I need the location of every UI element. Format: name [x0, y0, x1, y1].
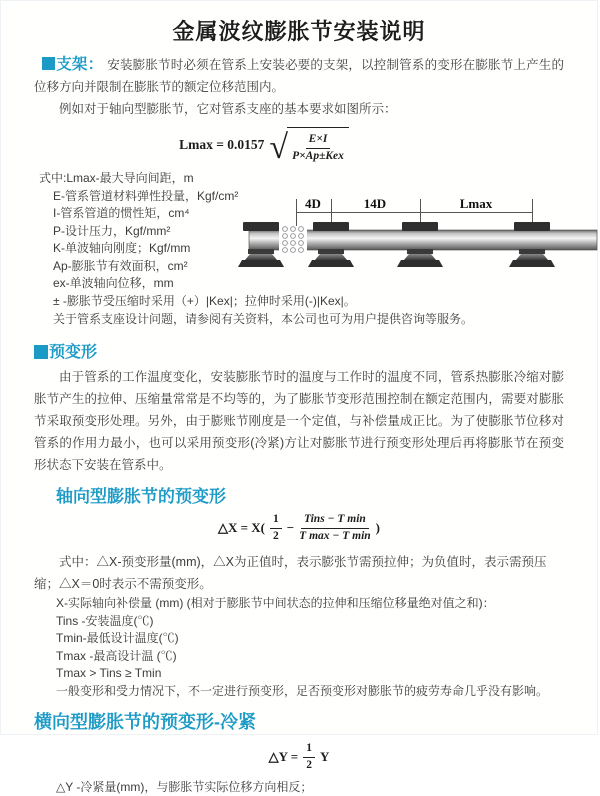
sqrt-radical-icon: √	[269, 128, 289, 166]
one-half-fraction	[303, 742, 315, 773]
axial-formula-rhs: )	[375, 520, 381, 535]
bellows-expansion-joint	[279, 226, 307, 254]
lateral-formula-rhs: Y	[319, 749, 330, 764]
dim-label-4d: 4D	[305, 196, 321, 211]
half-denominator: 2	[273, 529, 279, 542]
section-square-icon	[34, 345, 48, 359]
predeform-paragraph: 由于管系的工作温度变化，安装膨胀节时的温度与工作时的温度不同，管系热膨胀冷缩对膨胀节产生的拉伸、压缩量常常是不均等的，为了膨胀节变形范围控制在额定范围内，需要对膨胀节采取预变形处理。另外，由于膨账节刚度是一个定值，与补偿量成正比。为了使膨胀节位移对管系的作用力最小，也可以采用预变形(冷紧)方让对膨胀节进行预变形处理后再将膨胀节在预变形状态下安装在管系中。	[34, 370, 564, 472]
lmax-fraction-denominator: P×Ap±Kex	[292, 149, 344, 162]
definition-line: ± -膨胀节受压缩时采用（+）|Kex|；拉伸时采用(-)|Kex|。	[53, 293, 356, 308]
definition-line: 式中:Lmax-最大导向间距，m	[39, 171, 194, 185]
half-numerator: 1	[270, 513, 282, 529]
support-intro-paragraph	[34, 54, 564, 98]
dim-label-14d: 14D	[363, 196, 387, 211]
axial-explain-paragraph: 式中：△X-预变形量(mm)，△X为正值时，表示膨张节需预拉伸；为负值时，表示需预压缩；△X＝0时表示不需预变形。	[34, 555, 547, 591]
definition-line: E-管系管道材料弹性投量，Kgf/cm²	[53, 188, 239, 203]
half-numerator: 1	[303, 742, 315, 758]
predeform-section-heading	[34, 339, 564, 362]
axial-condition-list	[34, 595, 564, 700]
definition-line: P-设计压力，Kgf/mm²	[53, 223, 171, 238]
dim-label-lmax: Lmax	[459, 196, 493, 211]
condition-line: Tmax -最高设计温 (℃)	[56, 648, 177, 663]
lmax-fraction	[292, 133, 344, 164]
condition-line: Tins -安装温度(℃)	[56, 613, 154, 628]
temperature-denominator: T max − T min	[299, 529, 371, 542]
cold-tightening-definition-line: △Y -冷紧量(mm)，与膨胀节实际位移方向相反；	[56, 780, 313, 794]
condition-line: X-实际轴向补偿量 (mm) (相对于膨胀节中间状态的拉伸和压缩位移量绝对值之和)：	[56, 596, 495, 610]
section-square-icon	[42, 57, 55, 70]
axial-predeform-heading: 轴向型膨胀节的预变形	[56, 487, 226, 506]
one-half-fraction	[270, 513, 282, 544]
axial-formula-lhs: △X = X(	[217, 520, 265, 535]
support-example-line: 例如对于轴向型膨胀节，它对管系支座的基本要求如图所示：	[59, 102, 397, 116]
pipe-support-diagram	[249, 193, 597, 293]
lmax-formula-lhs: Lmax = 0.0157	[179, 137, 265, 152]
lmax-formula	[1, 126, 527, 164]
minus-sign: −	[286, 520, 295, 535]
support-section-heading: 支架：	[56, 56, 104, 73]
page-title: 金属波纹膨胀节安装说明	[172, 19, 426, 44]
condition-line: 一般变形和受力情况下，不一定进行预变形，足否预变形对膨胀节的疲劳寿命几乎没有影响。	[56, 683, 549, 698]
support-intro-text: 安装膨胀节时必须在管系上安装必要的支架，以控制管系的变形在膨胀节上产生的位移方向并限制在膨胀节的额定位移范围内。	[34, 58, 564, 94]
condition-line: Tmin-最低设计温度(℃)	[56, 631, 179, 645]
temperature-numerator: Tins − T min	[301, 513, 369, 529]
condition-line: Tmax > Tins ≥ Tmin	[56, 666, 162, 680]
definition-line: Ap-膨胀节有效面积，cm²	[53, 258, 188, 273]
support-note-line: 关于管系支座设计问题，请参阅有关资料，本公司也可为用户提供咨询等服务。	[53, 312, 474, 326]
definition-line: K-单波轴向刚度；Kgf/mm	[53, 241, 191, 255]
lmax-fraction-numerator: E×I	[306, 133, 331, 149]
lateral-predeform-formula	[1, 742, 597, 772]
lateral-predeform-heading: 横向型膨胀节的预变形-冷紧	[34, 712, 256, 732]
radical-overline	[287, 127, 349, 164]
definition-line: I-管系管道的惯性矩，cm⁴	[53, 206, 190, 220]
axial-predeform-formula	[1, 511, 597, 545]
definition-line: ex-单波轴向位移，mm	[53, 276, 174, 290]
lateral-formula-lhs: △Y =	[268, 749, 299, 764]
temperature-fraction	[299, 513, 371, 544]
half-denominator: 2	[306, 758, 312, 771]
predeform-heading-label: 预变形	[49, 344, 98, 361]
